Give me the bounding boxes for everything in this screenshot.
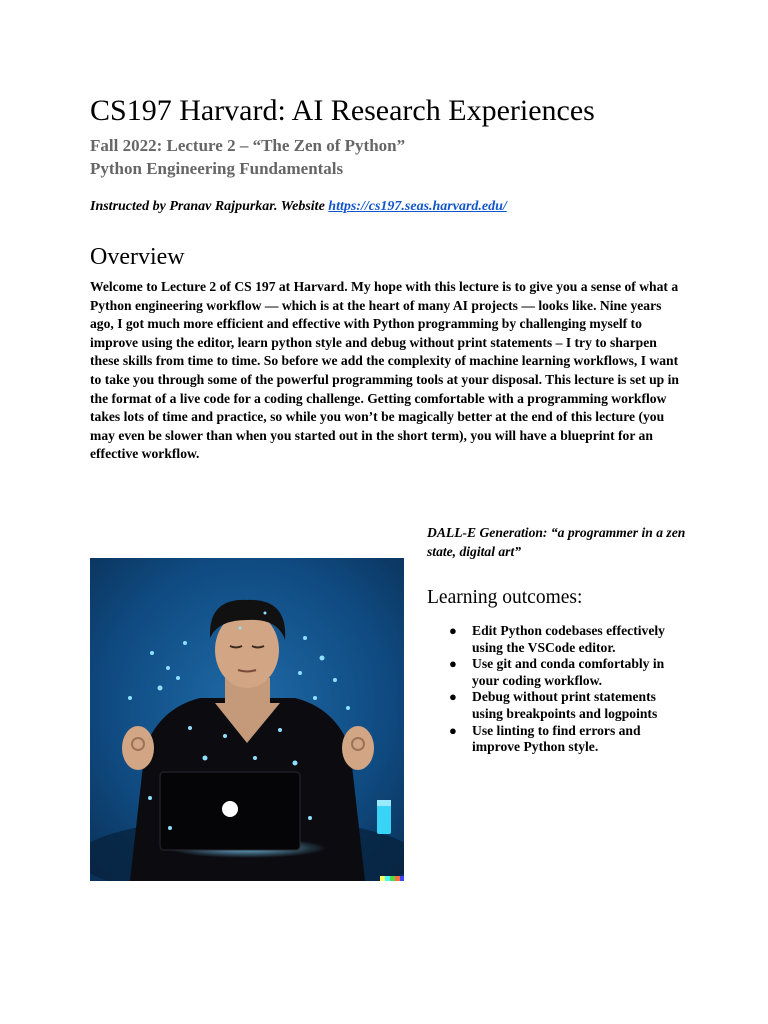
instructor-line (90, 197, 507, 217)
bullet-icon: ● (449, 656, 457, 672)
list-item (427, 689, 687, 722)
dalle-illustration (90, 558, 404, 881)
bullet-icon: ● (449, 689, 457, 705)
list-item (427, 623, 687, 656)
instructor-text: Instructed by Pranav Rajpurkar. Website (90, 199, 329, 214)
lecture-subtitle: Fall 2022: Lecture 2 – “The Zen of Python” (90, 136, 406, 155)
learning-outcomes-heading: Learning outcomes: (427, 587, 583, 608)
page-title: CS197 Harvard: AI Research Experiences (90, 94, 595, 127)
dalle-signature-bar (380, 876, 404, 881)
subtitle-block (90, 134, 405, 180)
laptop-logo (222, 801, 238, 817)
overview-heading: Overview (90, 244, 185, 270)
list-item-text: Debug without print statements using breakpoints and logpoints (472, 689, 658, 721)
list-item-text: Use linting to find errors and improve Python style. (472, 722, 641, 755)
list-item-text: Use git and conda comfortably in your coding workflow. (472, 656, 665, 688)
overview-paragraph: Welcome to Lecture 2 of CS 197 at Harvard. My hope with this lecture is to give you a sense of what a Python engineering workflow — which is at the heart of many AI projects — looks like. Nine years ago, I got much more efficient and effective with Python programming by challenging myself to improve using the editor, learn python style and debug without print statements – I try to sharpen these skills from time to time. So before we add the complexity of machine learning workflows, I want to take you through some of the powerful programming tools at your disposal. This lecture is set up in the format of a live code for a coding challenge. Getting comfortable with a programming workflow takes lots of time and practice, so while you won’t be magically better at the end of this lecture (you may even be slower than when you started out in the short term), you will have a blueprint for an effective workflow. (90, 279, 679, 462)
bullet-icon: ● (449, 722, 457, 738)
topic-subtitle: Python Engineering Fundamentals (90, 159, 344, 178)
course-website-link[interactable]: https://cs197.seas.harvard.edu/ (328, 199, 507, 214)
figure-caption: DALL-E Generation: “a programmer in a zen state, digital art” (427, 525, 686, 559)
list-item-text: Edit Python codebases effectively using the VSCode editor. (472, 623, 665, 655)
list-item (427, 723, 687, 756)
left-hand (122, 726, 154, 770)
right-hand (342, 726, 374, 770)
learning-outcomes-list (427, 623, 687, 756)
bullet-icon: ● (449, 623, 457, 638)
list-item (427, 656, 687, 689)
